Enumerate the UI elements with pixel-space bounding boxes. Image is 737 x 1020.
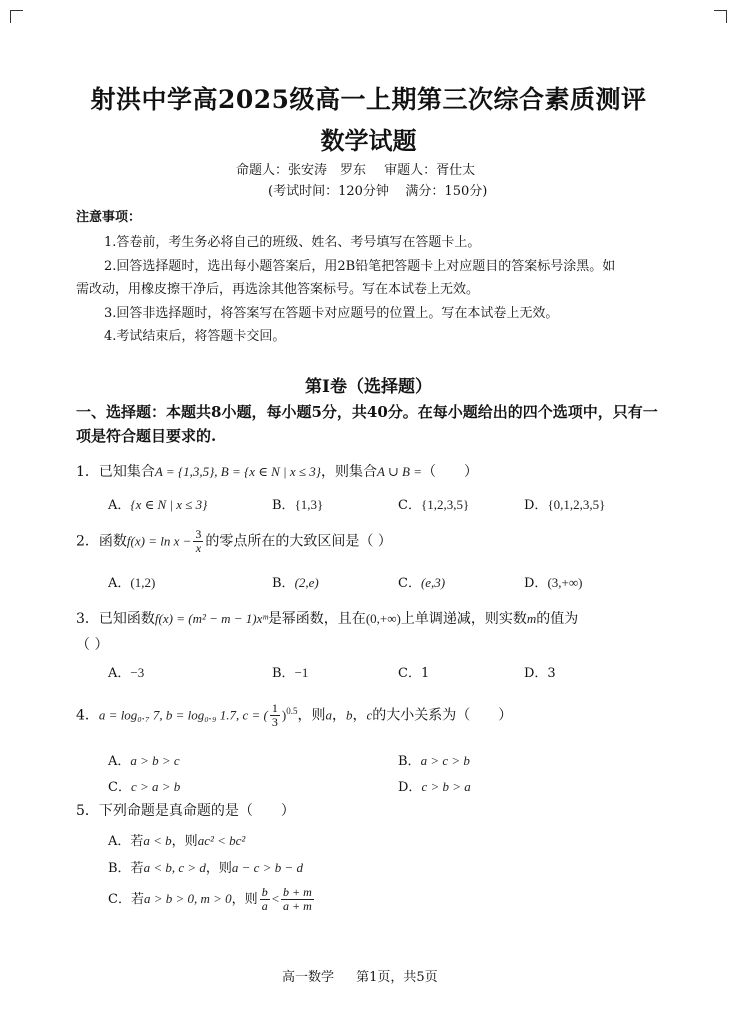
q3-blank: （ ） [76,637,109,653]
q4-b-math: a > c > b [420,753,470,768]
q1-prefix: 1．已知集合 [76,464,155,480]
q4-frac-den: 3 [271,715,278,729]
q5-a-math2: ac² < bc² [197,833,246,848]
q2-math: f(x) = ln x − [126,533,192,549]
q2-option-c[interactable] [398,572,445,591]
q2-option-a[interactable] [108,572,155,591]
q3-option-b[interactable] [272,662,308,681]
q4-sep-2: ， [352,707,367,724]
q2-option-b[interactable] [272,572,319,591]
q1-c-label: C． [398,498,421,513]
time-score-line [268,180,487,199]
q1-math: A = {1,3,5}, B = {x ∈ N | x ≤ 3} [154,464,321,479]
q2-a-math: (1,2) [130,575,156,590]
q1-math2: A ∪ B = [376,464,423,479]
q1-c-math: {1,2,3,5} [420,497,470,512]
q5-c-frac1-num: b [261,885,268,899]
q2-fraction [193,528,203,555]
part-intro: 一、选择题：本题共8小题，每小题5分，共40分。在每小题给出的四个选项中，只有一项是符合题目要求的. [76,403,658,445]
q4-suffix2: 的大小关系为（ ） [372,707,513,724]
notes-heading: 注意事项： [76,210,142,225]
q5-c-frac2-den: a + m [283,899,312,913]
q4-a-math: a > b > c [130,753,180,768]
question-5: 5．下列命题是真命题的是（ ） [76,803,295,819]
q3-a-math: −3 [130,665,145,680]
q1-b-label: B． [272,498,295,513]
q3-mid: 是幂函数，且在 [267,611,366,627]
q3-suffix2: 的值为 [536,611,579,627]
section-title: 第I卷（选择题） [305,377,432,397]
q5-c-fraction-1 [260,886,270,913]
q4-option-b[interactable] [398,750,470,769]
q5-b-math2: a − c > b − d [231,860,303,875]
subject-title: 数学试题 [320,126,417,155]
q4-suffix: ，则 [297,707,326,724]
q5-b-pre: B．若 [108,861,144,876]
q4-math: a = log₀.₇ 7, b = log₀.₉ 1.7, c = ( [98,707,268,723]
q2-option-d[interactable] [524,572,582,591]
q1-d-label: D． [524,498,548,513]
crop-mark-top-right [714,10,727,23]
q4-d-label: D． [398,780,422,795]
q4-exponent: 0.5 [286,705,298,716]
q2-c-math: (e,3) [420,575,446,590]
reviewer-label: 审题人：胥仕太 [384,163,476,178]
q5-c-frac1-den: a [261,899,268,913]
question-3 [76,608,578,628]
q3-prefix: 3．已知函数 [76,611,155,627]
note-1: 1.答卷前，考生务必将自己的班级、姓名、考号填写在答题卡上。 [104,235,481,250]
q5-b-mid: ，则 [205,861,232,876]
q1-blank: （ ） [422,464,479,480]
question-1 [76,461,478,481]
q3-math: f(x) = (m² − m − 1)xᵐ [154,611,268,626]
q4-sep-1: ， [331,707,346,724]
q5-option-b[interactable] [108,857,303,876]
exam-title: 射洪中学高2025级高一上期第三次综合素质测评 [90,85,647,114]
q2-suffix: 的零点所在的大致区间是（ ） [205,533,392,550]
q2-prefix: 2．函数 [76,533,127,550]
q5-b-math: a < b, c > d [143,860,206,875]
q3-a-label: A． [108,666,131,681]
q5-c-fraction-2 [281,886,314,913]
q4-frac-num: 1 [271,701,278,715]
note-2b: 需改动，用橡皮擦干净后，再选涂其他答案标号。写在本试卷上无效。 [76,282,480,297]
q2-d-label: D． [524,576,548,591]
q5-c-pre: C．若 [108,892,144,907]
q4-fraction [270,702,280,729]
footer-page: 第1页，共5页 [356,970,438,985]
q4-option-c[interactable] [108,776,180,795]
q2-frac-num: 3 [195,527,202,541]
q2-b-label: B． [272,576,295,591]
question-2 [76,528,392,555]
q2-frac-den: x [195,541,202,555]
q3-b-math: −1 [294,665,309,680]
note-2a: 2.回答选择题时，选出每小题答案后，用2B铅笔把答题卡上对应题目的答案标号涂黑。如 [104,259,616,274]
q2-c-label: C． [398,576,421,591]
q5-c-frac2-num: b + m [283,885,312,899]
q4-option-a[interactable] [108,750,180,769]
q5-c-math: a > b > 0, m > 0 [143,891,232,906]
footer-subject: 高一数学 [282,970,335,985]
q4-d-math: c > b > a [421,779,471,794]
crop-mark-top-left [10,10,23,23]
q5-c-lt: < [271,891,280,906]
q4-option-d[interactable] [398,776,471,795]
note-3: 3.回答非选择题时，将答案写在答题卡对应题号的位置上。写在本试卷上无效。 [104,306,559,321]
q3-suffix: 上单调递减，则实数 [400,611,527,627]
note-4: 4.考试结束后，将答题卡交回。 [104,329,286,344]
q4-c-label: C． [108,780,131,795]
q5-a-mid: ，则 [171,834,198,849]
q3-option-c[interactable]: C．1 [398,666,430,681]
q5-a-math: a < b [143,833,172,848]
q5-option-a[interactable] [108,830,245,849]
question-4: 4．a = log₀.₇ 7, b = log₀.₉ 1.7, c = ( $\frac{1}{3}$ )$^{0.5}$，则a，b，c的大小关系为（ ） [76,701,513,729]
q4-a-label: A． [108,754,131,769]
q1-b-math: {1,3} [294,497,324,512]
author-line [236,159,489,178]
q1-option-b[interactable] [272,494,323,513]
q4-b-label: B． [398,754,421,769]
q4-var-b: b [345,707,353,723]
q5-c-mid: ，则 [231,892,258,907]
q1-suffix: ，则集合 [320,464,377,480]
q3-math2: (0,+∞) [365,611,401,626]
q3-option-d[interactable]: D．3 [524,666,556,681]
q1-a-math: {x ∈ N | x ≤ 3} [130,497,208,512]
q3-math3: m [526,611,537,626]
q4-prefix: 4． [76,707,99,724]
q1-a-label: A． [108,498,131,513]
exam-score: 满分：150分) [405,184,488,199]
author-label: 命题人：张安涛 罗东 [236,163,367,178]
q4-var-a: a [325,707,332,723]
q5-option-c[interactable] [108,886,316,913]
q2-d-math: (3,+∞) [547,575,583,590]
q3-option-a[interactable] [108,662,144,681]
q1-option-a[interactable] [108,494,207,513]
q1-option-c[interactable] [398,494,469,513]
q4-var-c: c [366,707,373,723]
exam-time: (考试时间：120分钟 [268,184,389,199]
q3-b-label: B． [272,666,295,681]
q2-b-math: (2,e) [294,575,319,590]
q1-d-math: {0,1,2,3,5} [547,497,606,512]
q5-a-pre: A．若 [108,834,144,849]
q2-a-label: A． [108,576,131,591]
page-footer [282,966,456,985]
q4-c-math: c > a > b [130,779,181,794]
q1-option-d[interactable] [524,494,605,513]
